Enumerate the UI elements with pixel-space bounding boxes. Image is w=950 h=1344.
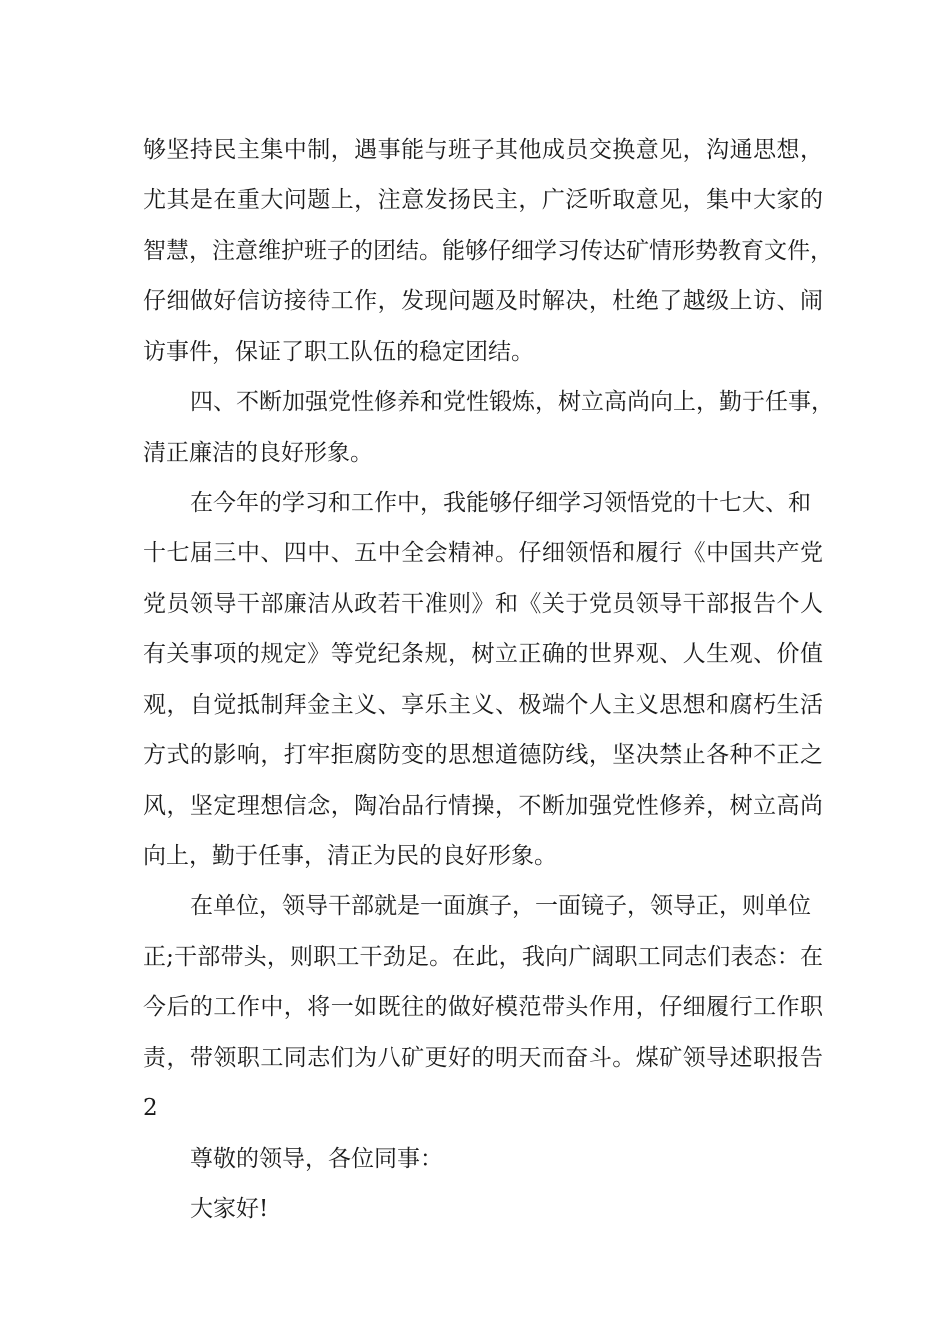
paragraph-line-17: 正;干部带头，则职工干劲足。在此，我向广阔职工同志们表态：在 xyxy=(143,944,823,970)
paragraph-line-9: 十七届三中、四中、五中全会精神。仔细领悟和履行《中国共产党 xyxy=(143,540,823,566)
paragraph-line-16: 在单位，领导干部就是一面旗子，一面镜子，领导正，则单位 xyxy=(190,893,811,919)
greeting: 大家好! xyxy=(190,1196,269,1222)
paragraph-line-18: 今后的工作中，将一如既往的做好模范带头作用，仔细履行工作职 xyxy=(143,994,823,1020)
paragraph-line-19: 责，带领职工同志们为八矿更好的明天而奋斗。煤矿领导述职报告 xyxy=(143,1045,823,1071)
paragraph-line-1: 够坚持民主集中制，遇事能与班子其他成员交换意见，沟通思想， xyxy=(143,137,823,163)
paragraph-line-11: 有关事项的规定》等党纪条规，树立正确的世界观、人生观、价值 xyxy=(143,641,823,667)
paragraph-line-10: 党员领导干部廉洁从政若干准则》和《关于党员领导干部报告个人 xyxy=(143,591,823,617)
paragraph-line-5: 访事件，保证了职工队伍的稳定团结。 xyxy=(143,339,534,365)
paragraph-line-4: 仔细做好信访接待工作，发现问题及时解决，杜绝了越级上访、闹 xyxy=(143,288,823,314)
paragraph-line-3: 智慧，注意维护班子的团结。能够仔细学习传达矿情形势教育文件， xyxy=(143,238,833,264)
paragraph-line-13: 方式的影响，打牢拒腐防变的思想道德防线，坚决禁止各种不正之 xyxy=(143,742,823,768)
section-heading-four-cont: 清正廉洁的良好形象。 xyxy=(143,440,373,466)
section-heading-four: 四、不断加强党性修养和党性锻炼，树立高尚向上，勤于任事， xyxy=(190,389,834,415)
paragraph-line-15: 向上，勤于任事，清正为民的良好形象。 xyxy=(143,843,557,869)
salutation: 尊敬的领导，各位同事： xyxy=(190,1146,443,1172)
report-number: 2 xyxy=(143,1095,158,1121)
paragraph-line-2: 尤其是在重大问题上，注意发扬民主，广泛听取意见，集中大家的 xyxy=(143,187,823,213)
paragraph-line-14: 风，坚定理想信念，陶冶品行情操，不断加强党性修养，树立高尚 xyxy=(143,793,823,819)
paragraph-line-12: 观，自觉抵制拜金主义、享乐主义、极端个人主义思想和腐朽生活 xyxy=(143,692,823,718)
paragraph-line-8: 在今年的学习和工作中，我能够仔细学习领悟党的十七大、和 xyxy=(190,490,811,516)
